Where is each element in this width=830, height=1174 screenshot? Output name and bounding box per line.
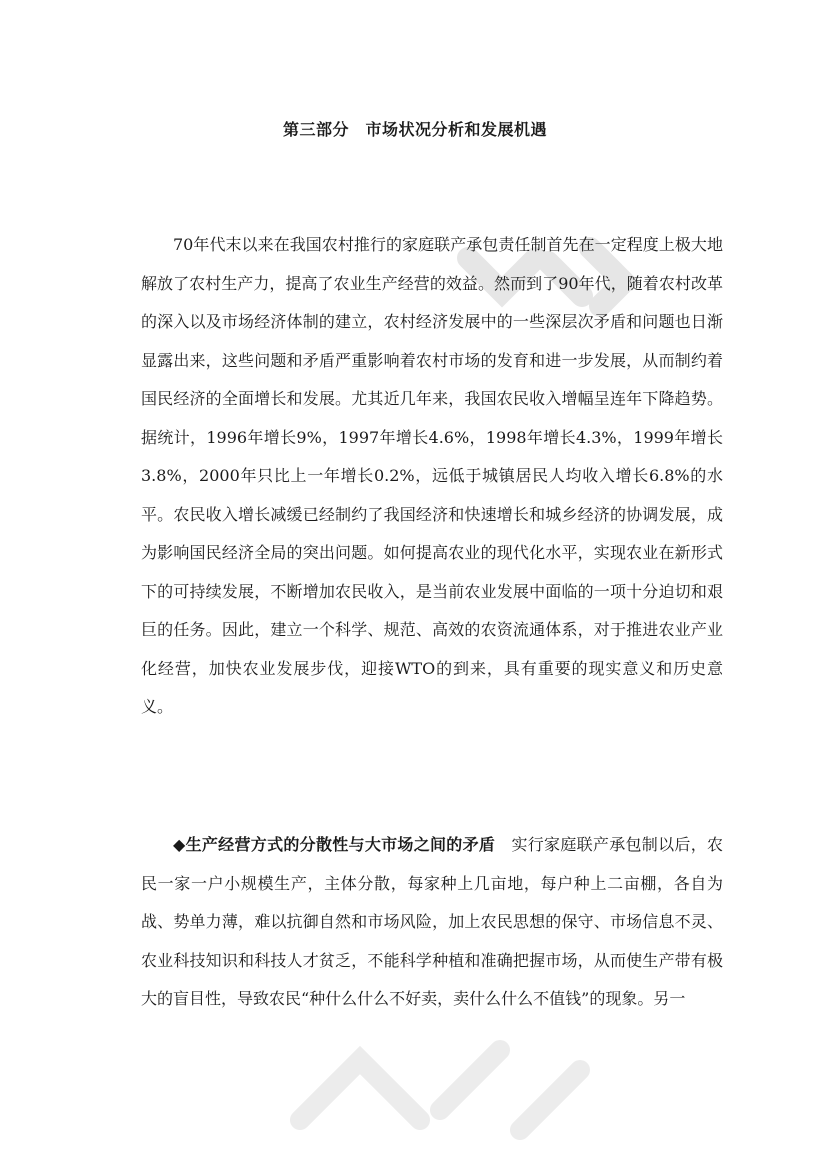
paragraph-rural-reform: 70年代末以来在我国农村推行的家庭联产承包责任制首先在一定程度上极大地解放了农村生产力，提高了农业生产经营的效益。然而到了90年代，随着农村改革的深入以及市场经济体制的建立，农村经济发展中的一些深层次矛盾和问题也日渐显露出来，这些问题和矛盾严重影响着农村市场的发育和进一步发展，从而制约着国民经济的全面增长和发展。尤其近几年来，我国农民收入增幅呈连年下降趋势。据统计，1996年增长9%，1997年增长4.6%，1998年增长4.3%，1999年增长3.8%，2000年只比上一年增长0.2%，远低于城镇居民人均收入增长6.8%的水平。农民收入增长减缓已经制约了我国经济和快速增长和城乡经济的协调发展，成为影响国民经济全局的突出问题。如何提高农业的现代化水平，实现农业在新形式下的可持续发展，不断增加农民收入，是当前农业发展中面临的一项十分迫切和艰巨的任务。因此，建立一个科学、规范、高效的农资流通体系，对于推进农业产业化经营，加快农业发展步伐，迎接WTO的到来，具有重要的现实意义和历史意义。 — [141, 235, 723, 716]
paragraph-production-contradiction — [141, 826, 723, 1019]
section-title: 第三部分 市场状况分析和发展机遇 — [282, 120, 547, 139]
paragraph-body-text: 实行家庭联产承包制以后，农民一家一户小规模生产，主体分散，每家种上几亩地，每户种上二亩棚，各自为战、势单力薄，难以抗御自然和市场风险，加上农民思想的保守、市场信息不灵、农业科技知识和科技人才贫乏，不能科学种植和准确把握市场，从而使生产带有极大的盲目性，导致农民“种什么什么不好卖，卖什么什么不值钱”的现象。另一 — [141, 835, 723, 1008]
paragraph-lead-heading: ◆生产经营方式的分散性与大市场之间的矛盾 — [173, 835, 496, 854]
